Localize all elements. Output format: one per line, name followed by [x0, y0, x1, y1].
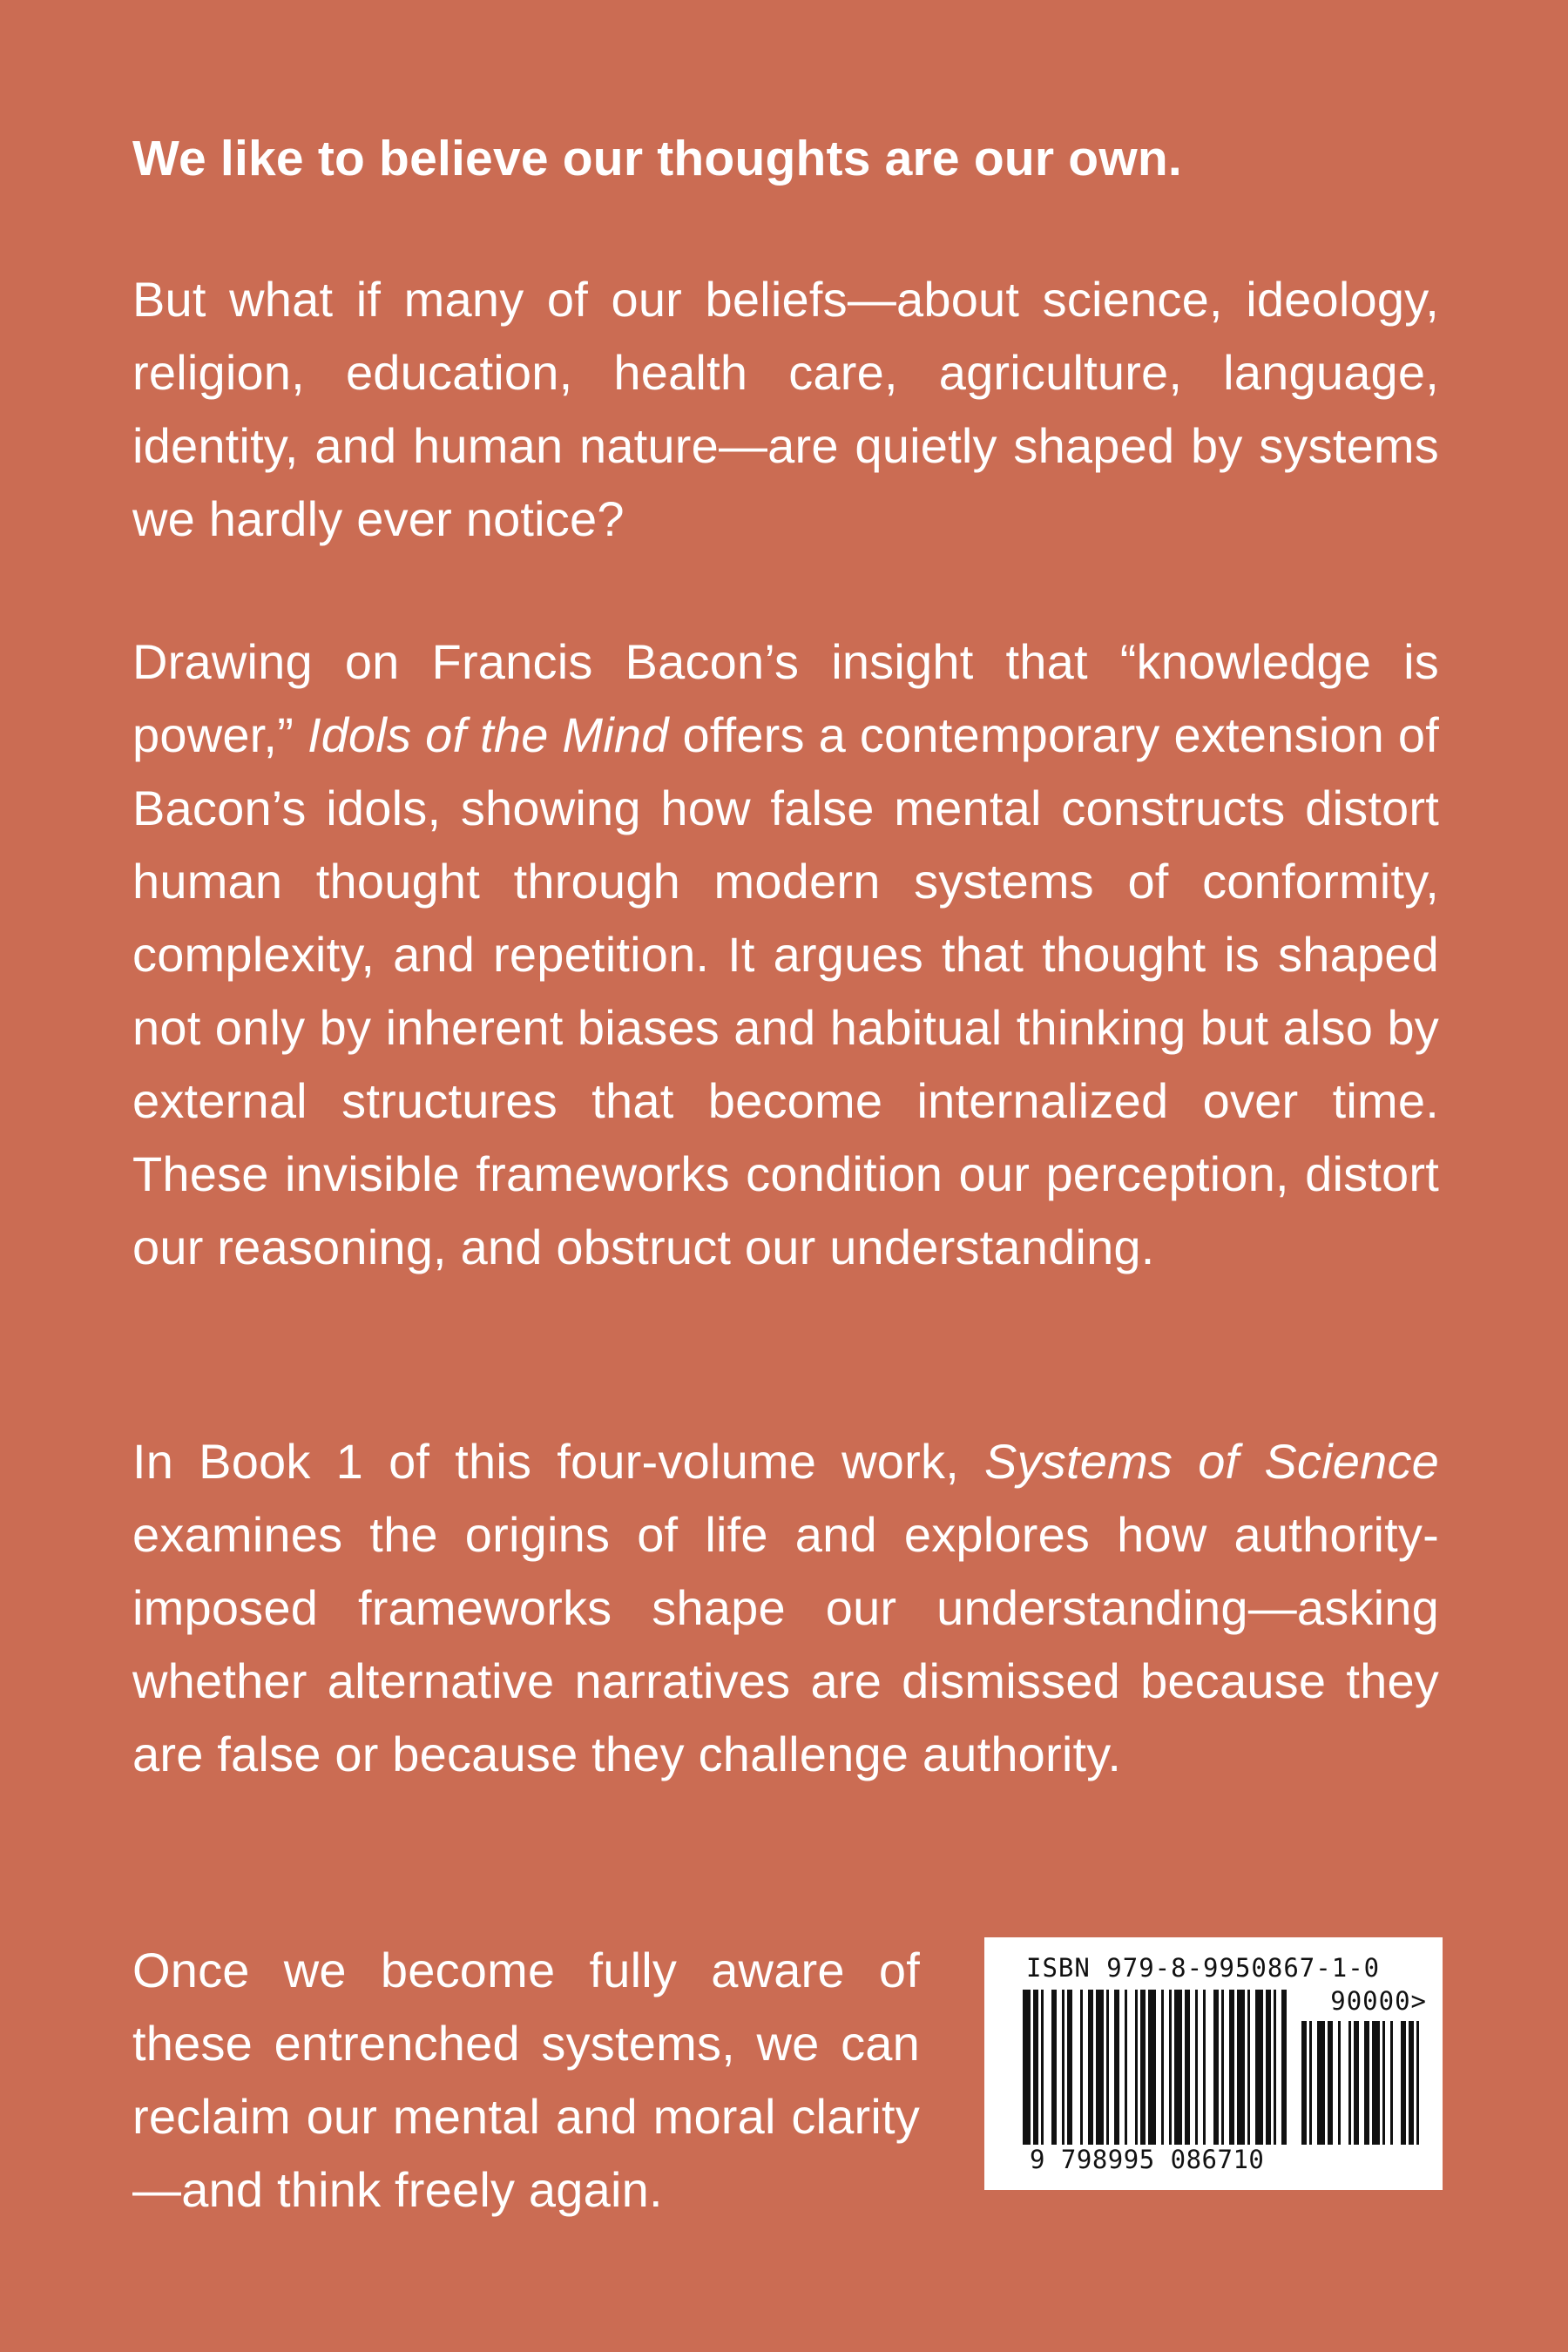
- bacon-paragraph-rest: offers a contemporary extension of Bacon’s idols, showing how false mental constructs distort human thought through modern systems of conformity, complexity, and repetition. It argues that thought is shaped not only by inherent biases and habitual thinking but also by external structures that become internalized over time. These invisible frameworks condition our perception, distort our reasoning, and obstruct our understanding.: [132, 707, 1440, 1274]
- book1-paragraph: [132, 1425, 1439, 1791]
- book1-paragraph-rest: examines the origins of life and explores how authority-imposed frameworks shape our understanding—asking whether alternative narratives are dismissed because they are false or because they challenge authority.: [132, 1507, 1439, 1781]
- price-code: 90000>: [1330, 1986, 1427, 2016]
- isbn-barcode-box: [984, 1937, 1443, 2190]
- barcode-digits: 9 798995 086710: [1030, 2145, 1265, 2174]
- bacon-paragraph-lead: Drawing on Francis Bacon’s insight that “knowledge is power,”: [132, 634, 1439, 762]
- headline: We like to believe our thoughts are our own.: [132, 131, 1182, 186]
- book1-paragraph-lead: In Book 1 of this four-volume work,: [132, 1434, 985, 1489]
- isbn-number: ISBN 979-8-9950867-1-0: [1026, 1953, 1381, 1983]
- intro-paragraph: But what if many of our beliefs—about science, ideology, religion, education, health care, agriculture, language, identity, and human nature—are quietly shaped by systems we hardly ever notice?: [132, 272, 1439, 546]
- book-title-idols: Idols of the Mind: [307, 707, 669, 762]
- closing-paragraph: Once we become fully aware of these entrenched systems, we can reclaim our mental and moral clarity—and think freely again.: [132, 1943, 920, 2217]
- bacon-paragraph: [132, 625, 1439, 1284]
- book-title-systems: Systems of Science: [984, 1434, 1439, 1489]
